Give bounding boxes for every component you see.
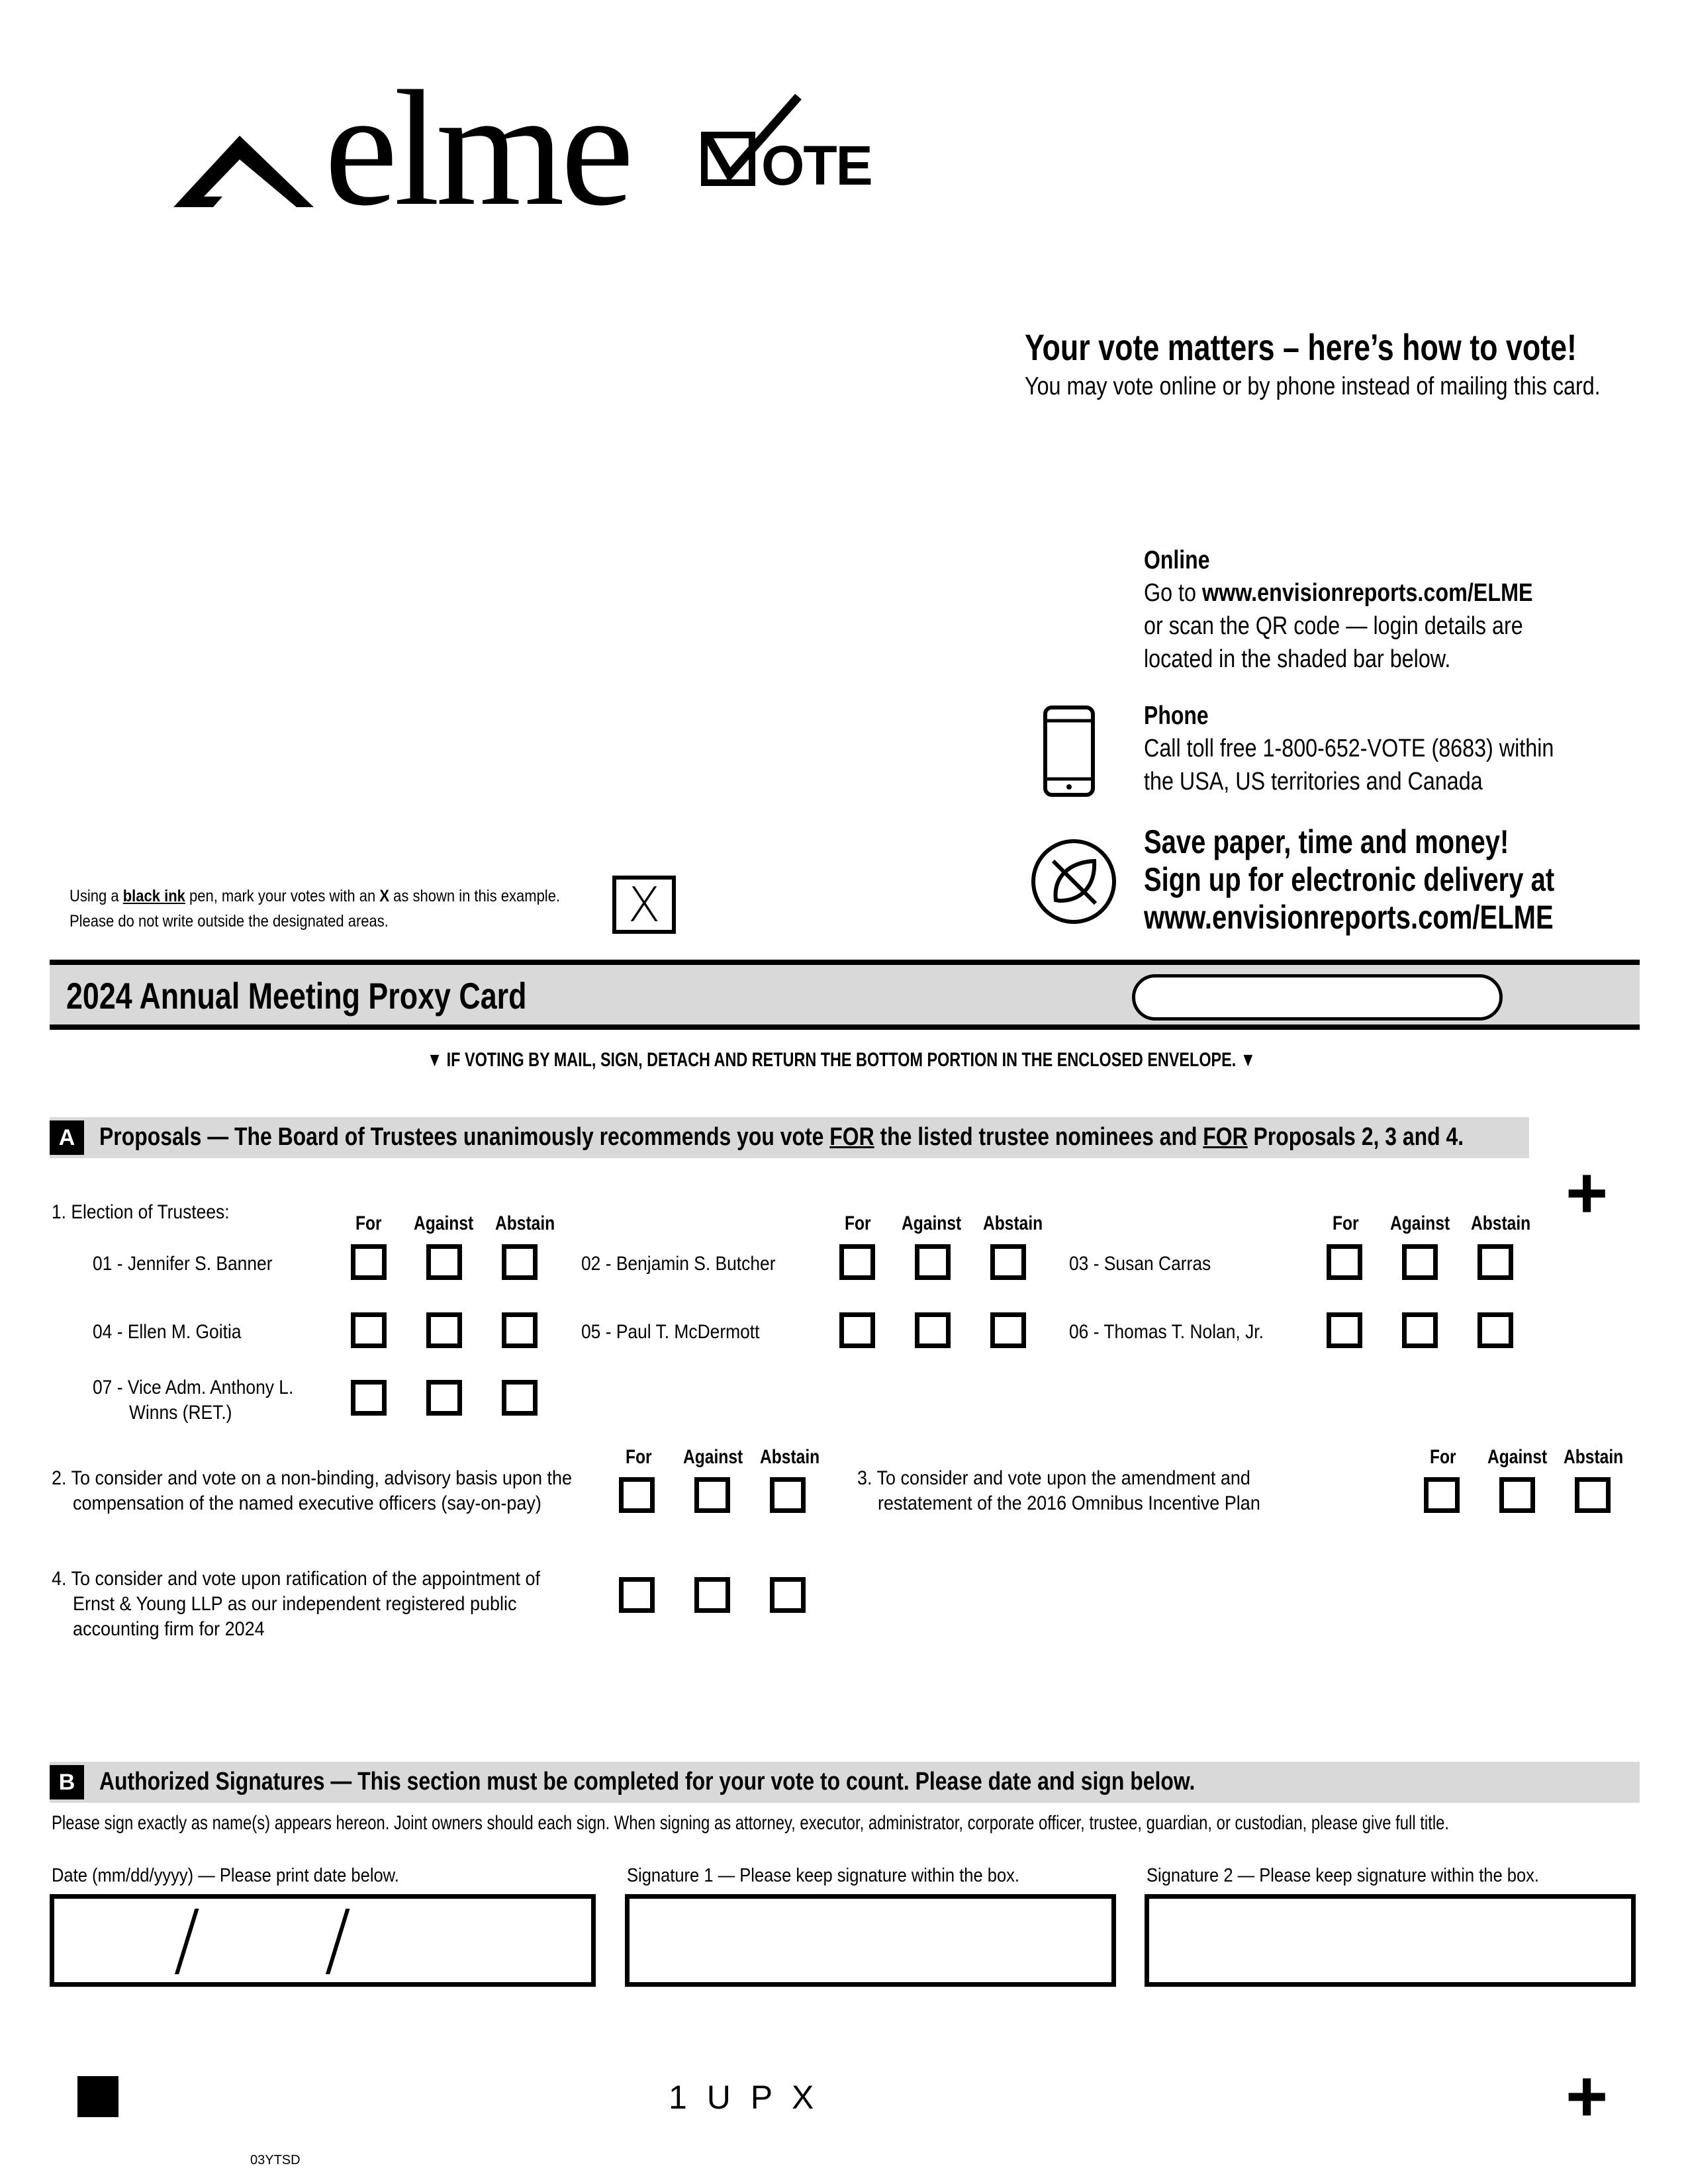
section-a-text-post: Proposals 2, 3 and 4. bbox=[1247, 1123, 1464, 1151]
section-b-letter: B bbox=[50, 1765, 84, 1799]
col-for: For bbox=[355, 1212, 382, 1234]
date-separator-2: / bbox=[324, 1894, 352, 1986]
instr-pre: Using a bbox=[70, 887, 123, 905]
phone-line1: Call toll free 1-800-652-VOTE (8683) within bbox=[1144, 735, 1554, 762]
nominee-07: 07 - Vice Adm. Anthony L. bbox=[93, 1377, 294, 1398]
col-abstain: Abstain bbox=[760, 1446, 820, 1468]
instr-ink: black ink bbox=[122, 887, 185, 905]
nominee-02-abstain-checkbox[interactable] bbox=[990, 1244, 1026, 1280]
section-a-heading bbox=[99, 1123, 1464, 1152]
signature-2-label: Signature 2 — Please keep signature within the box. bbox=[1147, 1865, 1539, 1886]
signature-2-input[interactable] bbox=[1145, 1894, 1636, 1987]
date-label: Date (mm/dd/yyyy) — Please print date below. bbox=[52, 1865, 399, 1886]
proposal-2-for-checkbox[interactable] bbox=[619, 1477, 655, 1513]
nominee-04-for-checkbox[interactable] bbox=[351, 1312, 387, 1348]
nominee-04-against-checkbox[interactable] bbox=[426, 1312, 462, 1348]
proposal-4-line3: accounting firm for 2024 bbox=[73, 1618, 265, 1640]
col-against: Against bbox=[902, 1212, 962, 1234]
col-for: For bbox=[1430, 1446, 1456, 1468]
registration-plus-bottom: + bbox=[1566, 2056, 1609, 2137]
section-a-for1: FOR bbox=[829, 1123, 874, 1151]
signature-1-input[interactable] bbox=[625, 1894, 1116, 1987]
nominee-07-cont: Winns (RET.) bbox=[129, 1402, 232, 1424]
nominee-04: 04 - Ellen M. Goitia bbox=[93, 1321, 242, 1343]
paper-line3[interactable]: www.envisionreports.com/ELME bbox=[1144, 899, 1554, 936]
section-a-text-pre: Proposals — The Board of Trustees unanimously recommends you vote bbox=[99, 1123, 830, 1151]
online-prefix: Go to bbox=[1144, 579, 1202, 607]
date-input[interactable] bbox=[50, 1894, 596, 1987]
proposal-2-line2: compensation of the named executive officers (say-on-pay) bbox=[73, 1492, 541, 1514]
proposal-3-line2: restatement of the 2016 Omnibus Incentive Plan bbox=[878, 1492, 1260, 1514]
registration-plus-top: + bbox=[1566, 1152, 1609, 1234]
proposal-2-line1: 2. To consider and vote on a non-binding, advisory basis upon the bbox=[52, 1467, 573, 1489]
nominee-03-abstain-checkbox[interactable] bbox=[1477, 1244, 1513, 1280]
howto-title: Your vote matters – here’s how to vote! bbox=[1025, 326, 1577, 368]
proposal-4-line1: 4. To consider and vote upon ratification of the appointment of bbox=[52, 1568, 540, 1590]
phone-line2: the USA, US territories and Canada bbox=[1144, 768, 1483, 796]
nominee-05-abstain-checkbox[interactable] bbox=[990, 1312, 1026, 1348]
col-abstain: Abstain bbox=[495, 1212, 555, 1234]
down-arrow-icon: ▼ bbox=[427, 1049, 447, 1071]
col-for: For bbox=[845, 1212, 871, 1234]
nominee-02-against-checkbox[interactable] bbox=[915, 1244, 951, 1280]
col-against: Against bbox=[1487, 1446, 1548, 1468]
col-for: For bbox=[1333, 1212, 1359, 1234]
registration-square bbox=[77, 2076, 118, 2117]
instr-mid: pen, mark your votes with an bbox=[185, 887, 380, 905]
example-mark-box: X bbox=[612, 876, 676, 934]
phone-title: Phone bbox=[1144, 702, 1209, 730]
section-b-instruction: Please sign exactly as name(s) appears hereon. Joint owners should each sign. When signing as attorney, executor, administrator, corporate officer, trustee, guardian, or custodian, please give full title. bbox=[52, 1812, 1450, 1834]
nominee-02-for-checkbox[interactable] bbox=[839, 1244, 875, 1280]
instr-post: as shown in this example. bbox=[389, 887, 561, 905]
proposal-3-for-checkbox[interactable] bbox=[1424, 1477, 1460, 1513]
signature-1-label: Signature 1 — Please keep signature within the box. bbox=[627, 1865, 1019, 1886]
nominee-06-against-checkbox[interactable] bbox=[1402, 1312, 1438, 1348]
paper-line1: Save paper, time and money! bbox=[1144, 823, 1509, 860]
online-line3: located in the shaded bar below. bbox=[1144, 645, 1451, 673]
nominee-01-for-checkbox[interactable] bbox=[351, 1244, 387, 1280]
nominee-06-for-checkbox[interactable] bbox=[1327, 1312, 1362, 1348]
phone-icon bbox=[1043, 705, 1096, 797]
nominee-01: 01 - Jennifer S. Banner bbox=[93, 1253, 273, 1275]
nominee-07-abstain-checkbox[interactable] bbox=[502, 1380, 538, 1416]
proposal-3-line1: 3. To consider and vote upon the amendment and bbox=[857, 1467, 1250, 1489]
proposal-2-against-checkbox[interactable] bbox=[694, 1477, 730, 1513]
title-bar-top-rule bbox=[50, 960, 1640, 965]
col-against: Against bbox=[414, 1212, 474, 1234]
nominee-06: 06 - Thomas T. Nolan, Jr. bbox=[1069, 1321, 1264, 1343]
detach-text: IF VOTING BY MAIL, SIGN, DETACH AND RETURN THE BOTTOM PORTION IN THE ENCLOSED ENVELOPE. bbox=[446, 1049, 1237, 1071]
leaf-icon bbox=[1029, 837, 1119, 927]
instr-x: X bbox=[379, 887, 390, 905]
detach-line bbox=[427, 1049, 1256, 1071]
nominee-03-against-checkbox[interactable] bbox=[1402, 1244, 1438, 1280]
section-b-heading: Authorized Signatures — This section must be completed for your vote to count. Please date and sign below. bbox=[99, 1768, 1196, 1796]
card-title: 2024 Annual Meeting Proxy Card bbox=[66, 975, 527, 1017]
nominee-05-against-checkbox[interactable] bbox=[915, 1312, 951, 1348]
vote-logo-text: OTE bbox=[761, 134, 872, 197]
nominee-05-for-checkbox[interactable] bbox=[839, 1312, 875, 1348]
instructions-line1 bbox=[70, 887, 560, 906]
online-line2: or scan the QR code — login details are bbox=[1144, 612, 1523, 640]
online-url[interactable]: www.envisionreports.com/ELME bbox=[1201, 579, 1533, 607]
nominee-05: 05 - Paul T. McDermott bbox=[581, 1321, 760, 1343]
col-against: Against bbox=[683, 1446, 743, 1468]
proposal-4-abstain-checkbox[interactable] bbox=[770, 1577, 806, 1613]
footer-small-code: 03YTSD bbox=[250, 2153, 301, 2167]
date-separator-1: / bbox=[173, 1894, 201, 1986]
online-title: Online bbox=[1144, 546, 1210, 574]
proposal-4-line2: Ernst & Young LLP as our independent registered public bbox=[73, 1593, 517, 1615]
nominee-03-for-checkbox[interactable] bbox=[1327, 1244, 1362, 1280]
proposal-4-for-checkbox[interactable] bbox=[619, 1577, 655, 1613]
section-a-text-mid: the listed trustee nominees and bbox=[874, 1123, 1203, 1151]
proposal-4-against-checkbox[interactable] bbox=[694, 1577, 730, 1613]
howto-subtitle: You may vote online or by phone instead of mailing this card. bbox=[1025, 373, 1601, 400]
section-a-for2: FOR bbox=[1203, 1123, 1248, 1151]
nominee-06-abstain-checkbox[interactable] bbox=[1477, 1312, 1513, 1348]
nominee-01-against-checkbox[interactable] bbox=[426, 1244, 462, 1280]
footer-code: 1 U P X bbox=[669, 2079, 820, 2116]
instructions-line2: Please do not write outside the designated areas. bbox=[70, 912, 389, 931]
col-abstain: Abstain bbox=[983, 1212, 1043, 1234]
proposal-3-abstain-checkbox[interactable] bbox=[1575, 1477, 1611, 1513]
nominee-01-abstain-checkbox[interactable] bbox=[502, 1244, 538, 1280]
title-bar-bottom-rule bbox=[50, 1024, 1640, 1030]
col-against: Against bbox=[1390, 1212, 1450, 1234]
col-for: For bbox=[626, 1446, 652, 1468]
col-abstain: Abstain bbox=[1471, 1212, 1531, 1234]
nominee-07-for-checkbox[interactable] bbox=[351, 1380, 387, 1416]
election-label: 1. Election of Trustees: bbox=[52, 1201, 230, 1223]
login-details-field bbox=[1132, 974, 1503, 1021]
down-arrow-icon: ▼ bbox=[1236, 1049, 1256, 1071]
nominee-07-against-checkbox[interactable] bbox=[426, 1380, 462, 1416]
proposal-3-against-checkbox[interactable] bbox=[1499, 1477, 1535, 1513]
proposal-2-abstain-checkbox[interactable] bbox=[770, 1477, 806, 1513]
online-line1 bbox=[1144, 579, 1533, 608]
elme-logo-mark bbox=[173, 136, 319, 208]
nominee-02: 02 - Benjamin S. Butcher bbox=[581, 1253, 776, 1275]
nominee-04-abstain-checkbox[interactable] bbox=[502, 1312, 538, 1348]
paper-line2: Sign up for electronic delivery at bbox=[1144, 861, 1555, 898]
nominee-03: 03 - Susan Carras bbox=[1069, 1253, 1211, 1275]
col-abstain: Abstain bbox=[1564, 1446, 1624, 1468]
section-a-letter: A bbox=[50, 1120, 84, 1155]
brand-name: elme bbox=[324, 57, 630, 240]
